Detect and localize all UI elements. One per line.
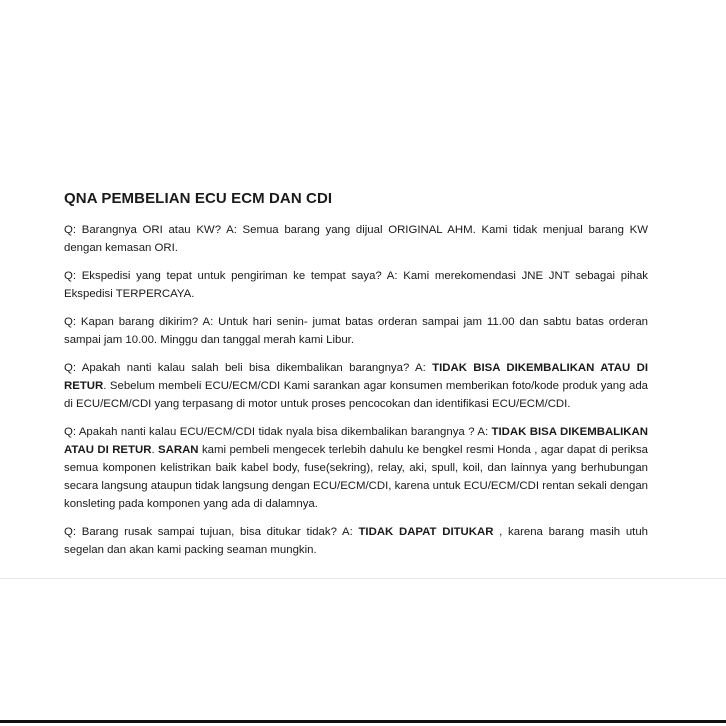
document-title: QNA PEMBELIAN ECU ECM DAN CDI (64, 190, 333, 207)
qa-expedition: Q: Ekspedisi yang tepat untuk pengiriman ke tempat saya? A: Kami merekomendasi JNE JNT sebagai pihak Ekspedisi TERPERCAYA. (64, 270, 648, 300)
qa-not-working-answer: TIDAK BISA DIKEMBALIKAN ATAU DI RETUR (64, 426, 648, 456)
qa-damaged-rest: , karena barang masih utuh segelan dan akan kami packing seaman mungkin. (64, 526, 648, 556)
qa-original: Q: Barangnya ORI atau KW? A: Semua barang yang dijual ORIGINAL AHM. Kami tidak menjual barang KW dengan kemasan ORI. (64, 224, 648, 254)
qa-not-working (64, 423, 648, 513)
document-body (64, 190, 648, 569)
qa-not-working-sep: . (151, 444, 159, 456)
qa-wrong-purchase (64, 359, 648, 413)
qa-not-working-rest: kami pembeli mengecek terlebih dahulu ke bengkel resmi Honda , agar dapat di periksa semua komponen kelistrikan baik kabel body, fuse(sekring), relay, aki, spull, koil, dan lainnya yang berhubungan secara langsung ataupun tidak langsung dengan ECU/ECM/CDI, karena untuk ECU/ECM/CDI rentan sekali dengan konsleting pada komponen yang ada di dalamnya. (64, 444, 648, 510)
bottom-border (0, 720, 726, 723)
page-divider (0, 578, 726, 579)
qa-shipping-time: Q: Kapan barang dikirim? A: Untuk hari senin- jumat batas orderan sampai jam 11.00 dan sabtu batas orderan sampai jam 10.00. Minggu dan tanggal merah kami Libur. (64, 316, 648, 346)
qa-not-working-saran: SARAN (158, 444, 199, 456)
qa-damaged-answer: TIDAK DAPAT DITUKAR (358, 526, 494, 538)
qa-not-working-lead: Q: Apakah nanti kalau ECU/ECM/CDI tidak nyala bisa dikembalikan barangnya ? A: (64, 426, 492, 438)
qa-wrong-purchase-rest: . Sebelum membeli ECU/ECM/CDI Kami sarankan agar konsumen memberikan foto/kode produk yang ada di ECU/ECM/CDI yang terpasang di motor untuk proses pencocokan dan identifikasi ECU/ECM/CDI. (64, 380, 648, 410)
qa-damaged-lead: Q: Barang rusak sampai tujuan, bisa ditukar tidak? A: (64, 526, 359, 538)
qa-damaged (64, 523, 648, 559)
qa-wrong-purchase-lead: Q: Apakah nanti kalau salah beli bisa dikembalikan barangnya? A: (64, 362, 433, 374)
qa-wrong-purchase-answer: TIDAK BISA DIKEMBALIKAN ATAU DI RETUR (64, 362, 648, 392)
